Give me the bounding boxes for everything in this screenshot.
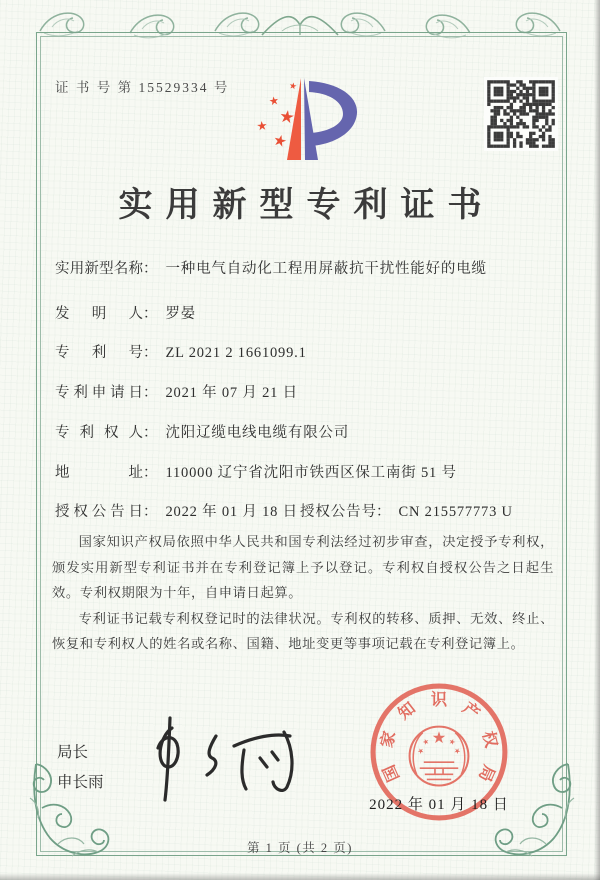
colon: ： [143, 345, 158, 361]
cnipa-logo-icon [243, 73, 365, 165]
svg-text:权: 权 [478, 729, 501, 750]
field-value: 罗晏 [165, 306, 197, 322]
svg-text:国: 国 [379, 762, 404, 785]
colon: ： [376, 504, 391, 520]
field-value: 110000 辽宁省沈阳市铁西区保工南街 51 号 [165, 465, 457, 481]
seal-date: 2022 年 01 月 18 日 [369, 797, 509, 813]
field-label: 地址 [55, 465, 143, 481]
field-label: 发明人 [55, 306, 143, 322]
field-label: 授权公告号 [300, 504, 376, 520]
qr-code [484, 77, 558, 151]
colon: ： [143, 425, 158, 441]
colon: ： [143, 385, 158, 401]
field-row-patent-no [55, 341, 562, 362]
svg-text:产: 产 [459, 698, 483, 724]
signer-title: 局长 [57, 744, 89, 761]
field-value: 一种电气自动化工程用屏蔽抗干扰性能好的电缆 [165, 261, 487, 277]
colon: ： [143, 465, 158, 481]
certificate-number: 证 书 号 第 15529334 号 [55, 80, 230, 95]
signer-block [57, 738, 104, 798]
field-value: 2022 年 01 月 18 日 [165, 504, 298, 520]
field-row-grant [55, 500, 562, 521]
field-value: ZL 2021 2 1661099.1 [165, 345, 307, 361]
colon: ： [143, 504, 158, 520]
field-row-patentee [55, 421, 562, 442]
signer-name: 申长雨 [57, 774, 104, 791]
legal-text [52, 529, 554, 657]
field-label: 授权公告日 [55, 504, 143, 520]
colon: ： [143, 261, 158, 277]
field-row-inventor [55, 302, 562, 323]
handwritten-signature [122, 708, 322, 808]
colon: ： [143, 306, 158, 322]
field-label: 专利权人 [55, 425, 143, 441]
grant-publication-no [300, 500, 513, 521]
svg-text:局: 局 [474, 762, 499, 785]
field-label: 实用新型名称 [55, 261, 143, 277]
field-label: 专利申请日 [55, 385, 143, 401]
field-value: CN 215577773 U [398, 504, 513, 520]
field-row-address [55, 461, 562, 482]
field-value: 沈阳辽缆电线电缆有限公司 [165, 425, 350, 441]
svg-text:家: 家 [377, 729, 400, 750]
field-value: 2021 年 07 月 21 日 [165, 385, 298, 401]
field-row-filing-date [55, 381, 562, 402]
page-number: 第 1 页 (共 2 页) [247, 841, 353, 855]
field-label: 专利号 [55, 345, 143, 361]
field-row-name [55, 257, 562, 278]
legal-paragraph-2: 专利证书记载专利权登记时的法律状况。专利权的转移、质押、无效、终止、恢复和专利权人的姓名或名称、国籍、地址变更等事项记载在专利登记簿上。 [52, 610, 554, 651]
certificate-title: 实用新型专利证书 [118, 187, 495, 224]
legal-paragraph-1: 国家知识产权局依照中华人民共和国专利法经过初步审查，决定授予专利权，颁发实用新型专利证书并在专利登记簿上予以登记。专利权自授权公告之日起生效。专利权期限为十年，自申请日起算。 [52, 534, 554, 600]
svg-text:知: 知 [395, 698, 419, 724]
svg-text:识: 识 [430, 691, 448, 710]
